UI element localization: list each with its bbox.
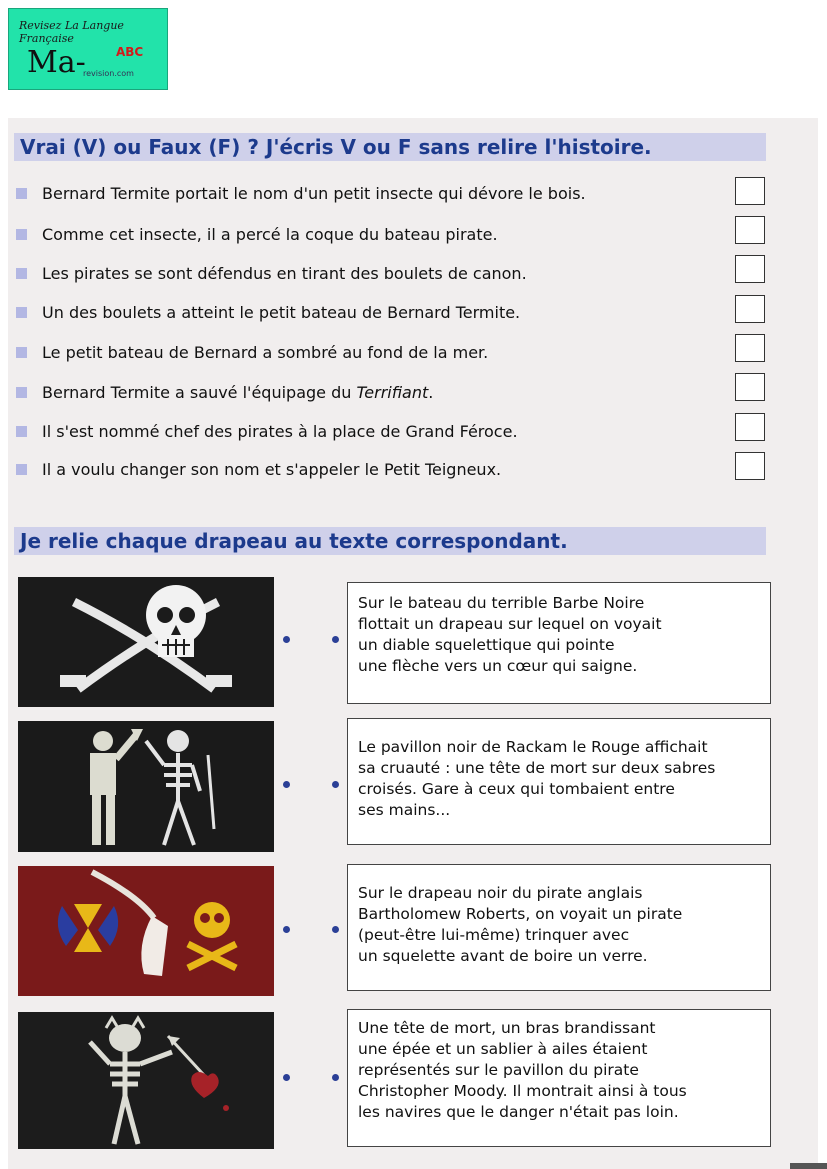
answer-box-8[interactable] [735, 452, 765, 480]
text-line: Sur le drapeau noir du pirate anglais [358, 884, 643, 902]
flag-dot-1[interactable] [283, 636, 290, 643]
site-logo[interactable] [8, 8, 168, 90]
answer-box-5[interactable] [735, 334, 765, 362]
statement-3 [16, 261, 527, 285]
text-line: Sur le bateau du terrible Barbe Noire [358, 594, 645, 612]
statement-text [42, 383, 433, 402]
answer-box-6[interactable] [735, 373, 765, 401]
text-dot-1[interactable] [332, 636, 339, 643]
logo-badge: ABC [116, 45, 144, 59]
ship-name: Terrifiant [356, 382, 429, 402]
answer-box-4[interactable] [735, 295, 765, 323]
answer-box-3[interactable] [735, 255, 765, 283]
text-line: les navires que le danger n'était pas loin. [358, 1103, 679, 1121]
text-line: une flèche vers un cœur qui saigne. [358, 657, 638, 675]
text-line: Bartholomew Roberts, on voyait un pirate [358, 905, 683, 923]
bullet-square [16, 307, 27, 318]
text-dot-2[interactable] [332, 781, 339, 788]
statement-8 [16, 457, 501, 481]
statement-7 [16, 419, 518, 443]
flag-dot-2[interactable] [283, 781, 290, 788]
statement-5 [16, 340, 488, 364]
logo-brand: Ma- [27, 45, 86, 80]
flag-pirate-and-skeleton [18, 721, 274, 852]
statement-6 [16, 380, 433, 404]
flag-skeleton-arrow-heart [18, 1012, 274, 1149]
statement-text-end: . [428, 382, 434, 402]
text-line: flottait un drapeau sur lequel on voyait [358, 615, 662, 633]
text-line: un diable squelettique qui pointe [358, 636, 615, 654]
statement-text: Le petit bateau de Bernard a sombré au fond de la mer. [42, 342, 489, 362]
statement-1 [16, 181, 586, 205]
match-text-2 [347, 718, 771, 845]
match-text-3 [347, 864, 771, 991]
logo-suffix: revision.com [83, 69, 134, 78]
statement-text: Il s'est nommé chef des pirates à la place de Grand Féroce. [42, 421, 518, 441]
statement-text: Il a voulu changer son nom et s'appeler le Petit Teigneux. [42, 459, 502, 479]
text-line: représentés sur le pavillon du pirate [358, 1061, 639, 1079]
true-false-title: Vrai (V) ou Faux (F) ? J'écris V ou F sans relire l'histoire. [14, 133, 766, 161]
text-line: une épée et un sablier à ailes étaient [358, 1040, 648, 1058]
text-line: (peut-être lui-même) trinquer avec [358, 926, 630, 944]
bullet-square [16, 229, 27, 240]
match-text-1 [347, 582, 771, 704]
statement-text: Comme cet insecte, il a percé la coque du bateau pirate. [42, 224, 498, 244]
bullet-square [16, 464, 27, 475]
flag-dot-3[interactable] [283, 926, 290, 933]
text-line: Le pavillon noir de Rackam le Rouge affichait [358, 738, 708, 756]
text-line: un squelette avant de boire un verre. [358, 947, 648, 965]
bullet-square [16, 347, 27, 358]
statement-text-start: Bernard Termite a sauvé l'équipage du [42, 382, 357, 402]
flag-hourglass-arm-skull [18, 866, 274, 996]
bullet-square [16, 426, 27, 437]
statement-text: Les pirates se sont défendus en tirant des boulets de canon. [42, 263, 527, 283]
answer-box-2[interactable] [735, 216, 765, 244]
answer-box-1[interactable] [735, 177, 765, 205]
page-corner-tab [790, 1163, 827, 1169]
text-line: croisés. Gare à ceux qui tombaient entre [358, 780, 675, 798]
flag-skull-crossed-sabres [18, 577, 274, 707]
flag-dot-4[interactable] [283, 1074, 290, 1081]
text-dot-4[interactable] [332, 1074, 339, 1081]
statement-4 [16, 300, 520, 324]
bullet-square [16, 188, 27, 199]
match-text-4 [347, 1009, 771, 1147]
answer-box-7[interactable] [735, 413, 765, 441]
statement-2 [16, 222, 498, 246]
matching-title: Je relie chaque drapeau au texte correspondant. [14, 527, 766, 555]
text-line: Christopher Moody. Il montrait ainsi à tous [358, 1082, 687, 1100]
logo-tagline: Revisez La Langue Française [19, 19, 124, 45]
statement-text: Un des boulets a atteint le petit bateau de Bernard Termite. [42, 302, 521, 322]
text-dot-3[interactable] [332, 926, 339, 933]
text-line: sa cruauté : une tête de mort sur deux sabres [358, 759, 716, 777]
bullet-square [16, 387, 27, 398]
text-line: Une tête de mort, un bras brandissant [358, 1019, 656, 1037]
bullet-square [16, 268, 27, 279]
statement-text: Bernard Termite portait le nom d'un petit insecte qui dévore le bois. [42, 183, 586, 203]
text-line: ses mains... [358, 801, 451, 819]
